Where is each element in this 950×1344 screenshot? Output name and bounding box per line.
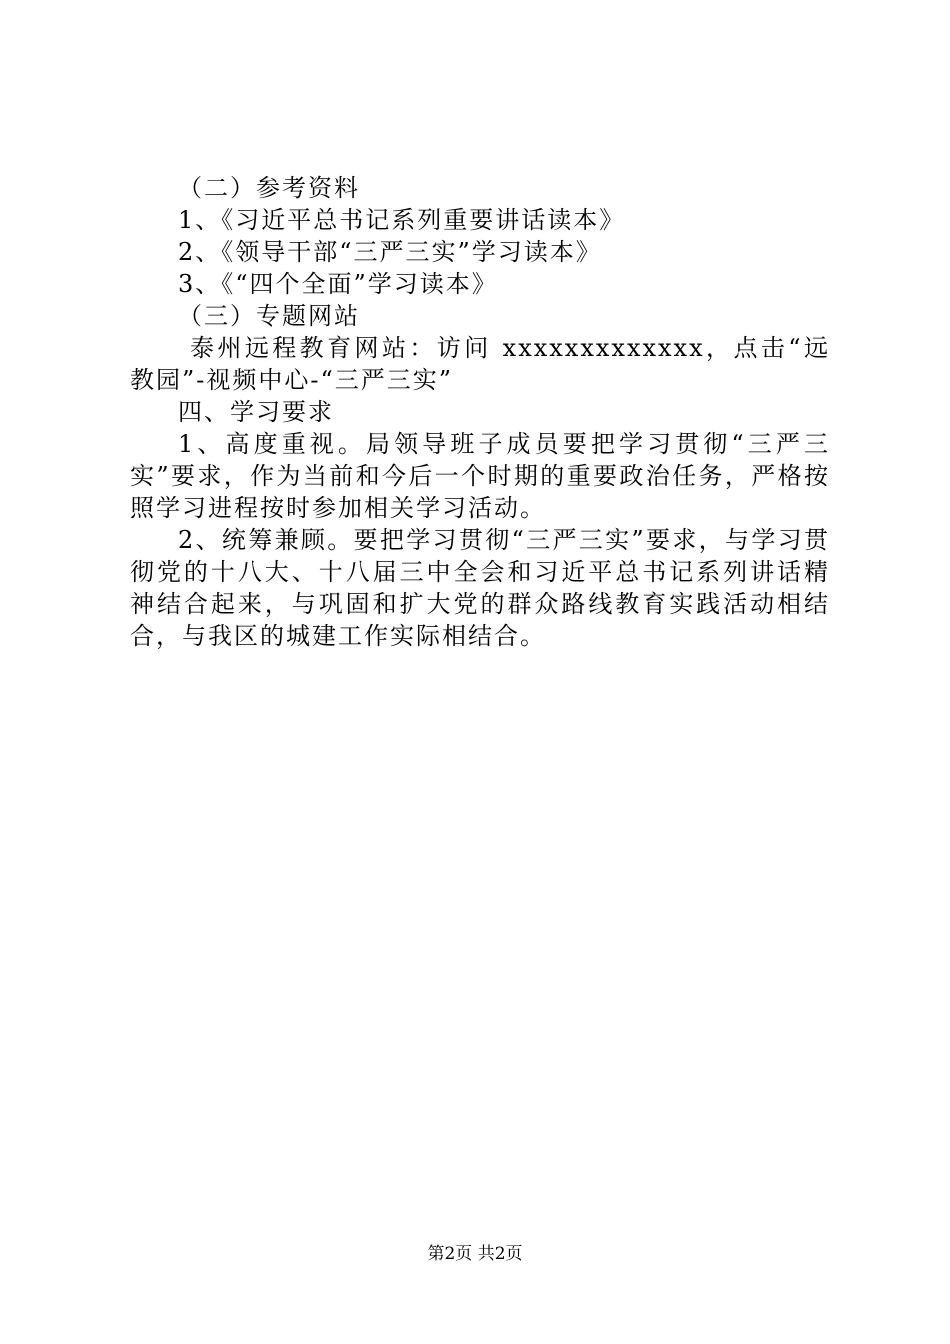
website-paragraph: 泰州远程教育网站：访问 xxxxxxxxxxxxx，点击“远教园”-视频中心-“三严三实”: [130, 334, 830, 394]
reference-item: 1、《习近平总书记系列重要讲话读本》: [178, 206, 626, 234]
reference-item: 3、《“四个全面”学习读本》: [178, 270, 498, 298]
page-footer: 第2页 共2页: [427, 1244, 523, 1264]
website-heading: （三）专题网站: [178, 302, 360, 330]
requirement-paragraph-2: 2、统筹兼顾。要把学习贯彻“三严三实”要求，与学习贯彻党的十八大、十八届三中全会和习近平总书记系列讲话精神结合起来，与巩固和扩大党的群众路线教育实践活动相结合，与我区的城建工作实际相结合。: [130, 526, 830, 650]
requirement-paragraph-1: 1、高度重视。局领导班子成员要把学习贯彻“三严三实”要求，作为当前和今后一个时期的重要政治任务，严格按照学习进程按时参加相关学习活动。: [130, 430, 830, 522]
reference-heading: （二）参考资料: [178, 174, 360, 202]
reference-item: 2、《领导干部“三严三实”学习读本》: [178, 238, 602, 266]
requirements-heading: 四、学习要求: [178, 398, 334, 426]
document-body: [130, 172, 830, 652]
